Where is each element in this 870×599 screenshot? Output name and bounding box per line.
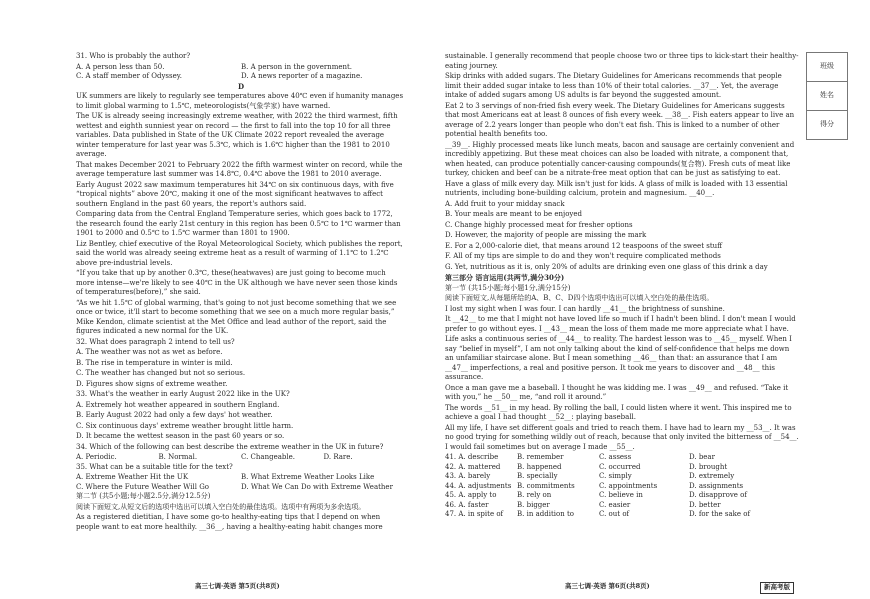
option: D. What We Can Do with Extreme Weather (241, 482, 393, 491)
paragraph: The UK is already seeing increasingly extreme weather, with 2022 the third warmest, fifth wettest and eighth sunniest year on record — the first to fall into the top 10 for all three variables. Data published in State of the UK Climate 2022 report revealed the average winter temperature for last year was 5.3℃, which is 1.6℃ higher than the 1981 to 2010 average. (76, 112, 398, 158)
option: A. Extremely hot weather appeared in southern England. (76, 400, 280, 409)
cloze-option: D. extremely (689, 472, 735, 480)
cloze-option: D. disapprove of (689, 491, 747, 499)
option: B. Normal. (158, 453, 198, 461)
score-box: 得分 (820, 120, 834, 129)
q34-options (76, 453, 406, 463)
class-box: 班级 (807, 53, 847, 82)
paragraph: Early August 2022 saw maximum temperatures hit 34℃ on six continuous days, with five “tropical nights” above 20℃, making it one of the most significant heatwaves to affect southern England in the past 60 years, the report's authors said. (76, 180, 394, 208)
q35-stem: 35. What can be a suitable title for the text? (76, 462, 233, 471)
cloze-option: C. out of (599, 510, 630, 518)
cloze-option: C. easier (599, 500, 631, 509)
passage-letter: D (237, 81, 245, 91)
cloze-option: C. simply (599, 472, 632, 480)
q34-stem: 34. Which of the following can best describe the extreme weather in the UK in future? (76, 442, 384, 451)
paragraph: UK summers are likely to regularly see temperatures above 40℃ even if humanity manages to limit global warming to 1.5℃, meteorologists(气象学家) have warned. (76, 92, 404, 110)
option: G. Yet, nutritious as it is, only 20% of adults are drinking even one glass of this drink a day (445, 262, 768, 271)
cloze-option: B. commitments (517, 481, 575, 490)
cloze-option: D. brought (689, 462, 728, 471)
option: D. Figures show signs of extreme weather. (76, 379, 228, 388)
cloze-option: B. specially (517, 472, 558, 480)
cloze-option: B. in addition to (517, 510, 574, 518)
option: A. Periodic. (76, 453, 117, 461)
paragraph: sustainable. I generally recommend that people choose two or three tips to kick-start their healthy-eating journey. (445, 52, 799, 70)
footer-right: 高三七调·英语 第6页(共8页) (565, 582, 650, 590)
paragraph: Comparing data from the Central England Temperature series, which goes back to 1772, the research found the early 21st century in this region has been 0.5℃ to 1℃ warmer than 1901 to 2000 and 0.5℃ to 1.5℃ warmer than 1801 to 1900. (76, 210, 401, 237)
option: A. A person less than 50. (76, 62, 165, 71)
option: A. Extreme Weather Hit the UK (76, 473, 189, 481)
option: F. All of my tips are simple to do and they won't require complicated methods (445, 252, 721, 260)
paragraph: Life asks a continuous series of __44__ to reality. The hardest lesson was to __45__ myself. When I say “belief in myself”, I am not only talking about the kind of self-confidence that helps me down an unfamiliar staircase alone. But I mean something __46__ than that: an assurance that I am __47__ imperfections, a real and positive person. It took me years to discover and __48__ this assurance. (445, 335, 792, 381)
cloze-option: D. assignments (689, 481, 744, 490)
option: E. For a 2,000-calorie diet, that means around 12 teaspoons of the sweet stuff (445, 241, 723, 250)
cloze-options (445, 453, 800, 520)
cloze-option: 42. A. mattered (445, 462, 501, 471)
paragraph: Skip drinks with added sugars. The Dietary Guidelines for Americans recommends that people limit their added sugar intake to less than 10% of their total calories. __37__. Yet, the average intake of added sugars among US adults is far beyond the suggested amount. (445, 72, 782, 99)
paragraph: I lost my sight when I was four. I can hardly __41__ the brightness of sunshine. (445, 304, 725, 313)
option: C. The weather has changed but not so serious. (76, 369, 246, 377)
paragraph: Liz Bentley, chief executive of the Royal Meteorological Society, which publishes the report, said the world was already seeing extreme heat as a result of warming of 1.1℃ to 1.2℃ above pre-industrial levels. (76, 239, 403, 267)
option: C. Six continuous days' extreme weather brought little harm. (76, 421, 294, 430)
option: B. Early August 2022 had only a few days' hot weather. (76, 411, 273, 419)
q31-stem: 31. Who is probably the author? (76, 52, 191, 60)
option: B. What Extreme Weather Looks Like (241, 473, 375, 481)
paragraph: The words __51__ in my head. By rolling the ball, I could listen where it went. This inspired me to achieve a goal I had thought __52__: playing baseball. (445, 403, 792, 421)
option: B. Your meals are meant to be enjoyed (445, 210, 583, 218)
score-sidebar (806, 52, 848, 140)
cloze-option: B. bigger (517, 500, 550, 509)
cloze-option: 44. A. adjustments (445, 481, 512, 490)
part3-title: 第三部分 语言运用(共两节,满分30分) (445, 273, 565, 282)
part3-instructions: 阅读下面短文,从每题所给的A、B、C、D四个选项中选出可以填入空白处的最佳选项。 (445, 294, 714, 302)
cloze-option: 47. A. in spite of (445, 510, 504, 518)
name-box: 姓名 (807, 82, 847, 111)
paragraph: Eat 2 to 3 servings of non-fried fish every week. The Dietary Guidelines for Americans suggests that most Americans eat at least 8 ounces of fish every week. __38__. Fish eaters appear to live an average of 2.2 years longer than people who don't eat fish. This is linked to a number of other potential health benefits too. (445, 101, 795, 138)
edition-tag: 新高考版 (760, 582, 794, 594)
paragraph: All my life, I have set different goals and tried to reach them. I have had to learn my __53__. It was no good trying for something wildly out of reach, because that only invited the bitterness of __54__. I would fail sometimes but on average I made __55__. (445, 423, 799, 451)
option: A. The weather was not as wet as before. (76, 348, 223, 356)
cloze-option: B. happened (517, 462, 562, 471)
cloze-option: C. occurred (599, 462, 641, 471)
cloze-option: 46. A. faster (445, 500, 489, 509)
option: D. However, the majority of people are missing the mark (445, 231, 647, 239)
right-column (445, 52, 800, 520)
cloze-option: B. remember (517, 453, 564, 461)
paragraph: Have a glass of milk every day. Milk isn't just for kids. A glass of milk is loaded with 13 essential nutrients, including bone-building calcium, protein and magnesium. __40__. (445, 179, 788, 197)
paragraph: “As we hit 1.5℃ of global warming, that's going to not just become something that we see once or twice, it'll start to become something that we see on a much more regular basis,” Mike Kendon, climate scientist at the Met Office and lead author of the report, said the figures indicated a new normal for the UK. (76, 298, 397, 335)
option: D. It became the wettest season in the past 60 years or so. (76, 432, 285, 440)
option: C. Where the Future Weather Will Go (76, 482, 209, 491)
part3-subtitle: 第一节 (共15小题;每小题1分,满分15分) (445, 283, 571, 292)
paragraph: __39__. Highly processed meats like lunch meats, bacon and sausage are certainly convenient and incredibly appetizing. But these meat choices can also be loaded with nitrate, a component that, when heated, can produce potentially cancer-causing compounds(复合物). Fresh cuts of meat like turkey, chicken and beef can be a nitrate-free meat option that can be just as satisfying to eat. (445, 140, 795, 177)
option: B. A person in the government. (241, 62, 353, 71)
paragraph: “If you take that up by another 0.3℃, these(heatwaves) are just going to become much more intense—we're likely to see 40℃ in the UK although we have never seen those kinds of temperatures(before),” she said. (76, 269, 398, 296)
option: D. A news reporter of a magazine. (241, 72, 363, 80)
paragraph: That makes December 2021 to February 2022 the fifth warmest winter on record, while the average temperature last summer was 14.8℃, 0.4℃ above the 1981 to 2010 average. (76, 160, 403, 178)
option: D. Rare. (323, 453, 353, 461)
section2-instructions: 阅读下面短文,从短文后的选项中选出可以填入空白处的最佳选项。选项中有两项为多余选项。 (76, 502, 366, 511)
q31-options (76, 63, 406, 82)
cloze-option: C. believe in (599, 491, 643, 499)
cloze-option: C. appointments (599, 481, 658, 490)
cloze-option: D. bear (689, 453, 715, 461)
option: C. Change highly processed meat for fresher options (445, 220, 633, 229)
option: B. The rise in temperature in winter is mild. (76, 358, 233, 367)
left-column (76, 52, 406, 533)
cloze-option: 43. A. barely (445, 472, 491, 480)
option: C. Changeable. (241, 453, 295, 461)
option: A. Add fruit to your midday snack (445, 199, 565, 208)
option: C. A staff member of Odyssey. (76, 72, 183, 80)
paragraph: As a registered dietitian, I have some go-to healthy-eating tips that I depend on when people want to eat more healthily. __36__, having a healthy-eating habit changes more (76, 513, 383, 531)
cloze-option: 45. A. apply to (445, 491, 497, 499)
footer-left: 高三七调·英语 第5页(共8页) (195, 582, 280, 590)
q33-stem: 33. What's the weather in early August 2022 like in the UK? (76, 390, 290, 398)
cloze-option: B. rely on (517, 491, 552, 499)
q32-stem: 32. What does paragraph 2 intend to tell us? (76, 337, 235, 346)
paragraph: It __42__ to me that I might not have loved life so much if I hadn't been blind. I don't mean I would prefer to go without eyes. I __43__ mean the loss of them made me more appreciate what I have. (445, 315, 796, 333)
section2-title: 第二节 (共5小题;每小题2.5分,满分12.5分) (76, 492, 211, 500)
paragraph: Once a man gave me a baseball. I thought he was kidding me. I was __49__ and refused. “Take it with you,” he __50__ me, “and roll it around.” (445, 383, 789, 401)
cloze-option: D. better (689, 500, 721, 509)
cloze-option: 41. A. describe (445, 453, 499, 461)
cloze-option: D. for the sake of (689, 510, 751, 518)
cloze-option: C. assess (599, 453, 632, 461)
q35-options (76, 473, 406, 492)
